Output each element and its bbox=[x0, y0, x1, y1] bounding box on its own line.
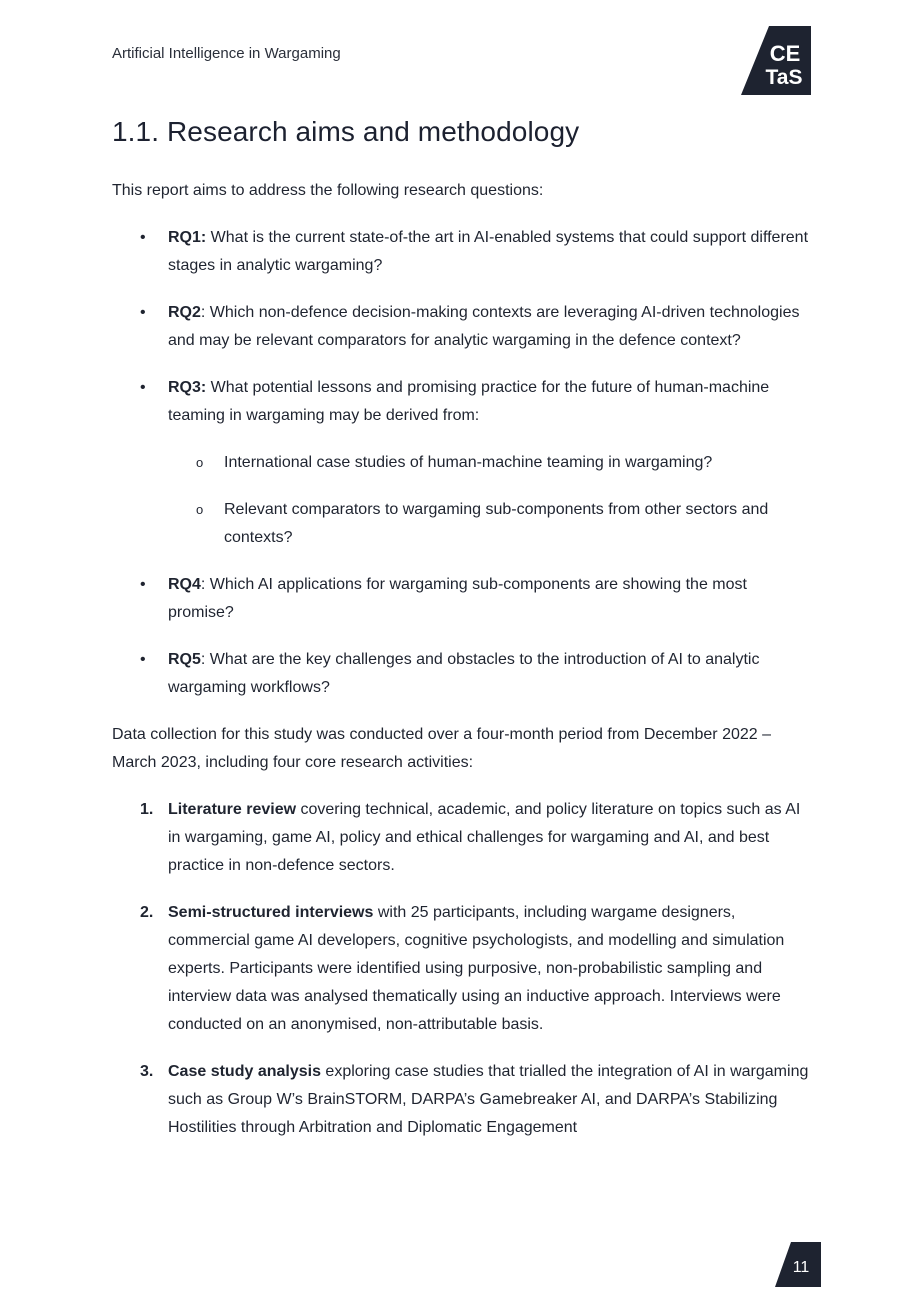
circle-bullet-icon: o bbox=[196, 502, 204, 517]
bullet-icon: • bbox=[140, 651, 146, 668]
bullet-icon: • bbox=[140, 304, 146, 321]
list-number: 1. bbox=[140, 801, 154, 818]
rq-text: What potential lessons and promising practice for the future of human-machine teaming in wargaming may be derived from: bbox=[168, 379, 770, 424]
bullet-icon: • bbox=[140, 576, 146, 593]
activity-text: exploring case studies that trialled the integration of AI in wargaming such as Group W’s BrainSTORM, DARPA’s Gamebreaker AI, and DARPA’s Stabilizing Hostilities through Arbitration and Diplomatic Engagement bbox=[168, 1063, 809, 1136]
page-number: 11 bbox=[792, 1259, 810, 1276]
main-content bbox=[112, 177, 812, 1161]
data-collection-paragraph: Data collection for this study was conducted over a four-month period from December 2022 – March 2023, including four core research activities: bbox=[112, 726, 771, 771]
bullet-icon: • bbox=[140, 229, 146, 246]
circle-bullet-icon: o bbox=[196, 455, 204, 470]
bullet-icon: • bbox=[140, 379, 146, 396]
rq-label: RQ5 bbox=[168, 651, 201, 668]
list-item-rq4 bbox=[112, 571, 812, 627]
list-item-activity-2 bbox=[112, 899, 812, 1039]
list-item-activity-3 bbox=[112, 1058, 812, 1142]
research-questions-list bbox=[112, 224, 812, 702]
rq-text: What is the current state-of-the art in AI-enabled systems that could support different stages in analytic wargaming? bbox=[168, 229, 809, 274]
activity-label: Case study analysis bbox=[168, 1063, 321, 1080]
list-number: 3. bbox=[140, 1063, 154, 1080]
list-item-rq1 bbox=[112, 224, 812, 280]
list-item-rq2 bbox=[112, 299, 812, 355]
list-item-rq3 bbox=[112, 374, 812, 552]
rq-text: : Which AI applications for wargaming sub-components are showing the most promise? bbox=[168, 576, 747, 621]
activity-label: Literature review bbox=[168, 801, 297, 818]
section-title: 1.1. Research aims and methodology bbox=[112, 116, 580, 147]
list-item-rq5 bbox=[112, 646, 812, 702]
sub-item-text: Relevant comparators to wargaming sub-components from other sectors and contexts? bbox=[224, 501, 769, 546]
logo-text-bottom: TaS bbox=[765, 66, 803, 89]
rq-label: RQ2 bbox=[168, 304, 201, 321]
cetas-logo bbox=[741, 26, 811, 95]
rq-label: RQ3: bbox=[168, 379, 207, 396]
list-number: 2. bbox=[140, 904, 154, 921]
rq-text: : Which non-defence decision-making contexts are leveraging AI-driven technologies and may be relevant comparators for analytic wargaming in the defence context? bbox=[168, 304, 800, 349]
research-activities-list bbox=[112, 796, 812, 1142]
running-header-title: Artificial Intelligence in Wargaming bbox=[112, 45, 341, 62]
list-item-activity-1 bbox=[112, 796, 812, 880]
rq-label: RQ4 bbox=[168, 576, 201, 593]
rq3-sub-list bbox=[168, 449, 812, 552]
activity-label: Semi-structured interviews bbox=[168, 904, 374, 921]
activity-text: covering technical, academic, and policy literature on topics such as AI in wargaming, game AI, policy and ethical challenges for wargaming and AI, and best practice in non-defence sectors. bbox=[168, 801, 801, 874]
rq-label: RQ1: bbox=[168, 229, 207, 246]
logo-text-top: CE bbox=[769, 41, 801, 66]
sub-list-item bbox=[168, 496, 812, 552]
activity-text: with 25 participants, including wargame designers, commercial game AI developers, cognitive psychologists, and modelling and simulation experts. Participants were identified using purposive, non-probabilistic sampling and interview data was analysed thematically using an inductive approach. Interviews were conducted on an anonymised, non-attributable basis. bbox=[168, 904, 785, 1033]
rq-text: : What are the key challenges and obstacles to the introduction of AI to analytic wargaming workflows? bbox=[168, 651, 760, 696]
intro-paragraph: This report aims to address the following research questions: bbox=[112, 182, 544, 199]
sub-list-item bbox=[168, 449, 812, 477]
sub-item-text: International case studies of human-machine teaming in wargaming? bbox=[224, 454, 713, 471]
